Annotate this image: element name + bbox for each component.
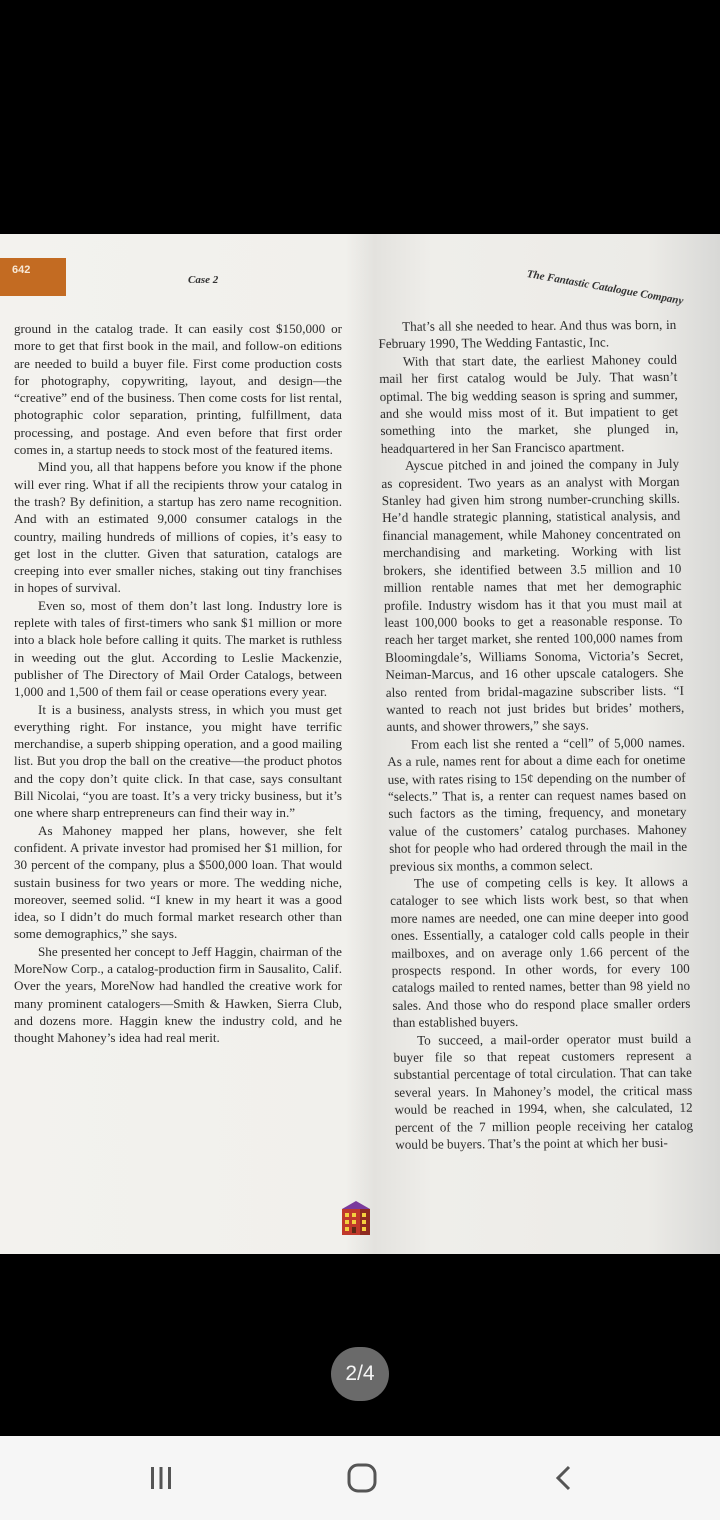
recent-apps-icon: [146, 1463, 176, 1493]
book-page-photo[interactable]: [0, 234, 720, 1254]
paragraph: The use of competing cells is key. It allows a cataloger to see which lists work best, so that when more names are needed, one can mine deeper into good ones. Essentially, a cataloger cold calls people in their mailboxes, and on average only 1.66 percent of the prospects respond. In other words, for every 100 catalogs mailed to rented names, better than 98 yield no sales. And those who do respond place smaller orders than established buyers.: [390, 873, 691, 1031]
paragraph: With that start date, the earliest Mahoney could mail her first catalog would be July. That wasn’t optimal. The big wedding season is spring and summer, and she would miss most of it. But impatient to get something into the market, she plunged in, headquartered in her San Francisco apartment.: [379, 351, 679, 456]
paragraph: As Mahoney mapped her plans, however, she felt confident. A private investor had promised her $1 million, for 30 percent of the company, plus a $500,000 loan. That would sustain business for two years or more. The wedding niche, moreover, seemed solid. “I knew in my heart it was a good idea, so I didn’t do much formal market research other than some demographics,” she says.: [14, 822, 342, 942]
paragraph: From each list she rented a “cell” of 5,000 names. As a rule, names rent for about a dime each for onetime use, with rates rising to 15¢ depending on the number of “selects.” That is, a renter can request names based on such factors as the timing, frequency, and monetary value of the customers’ catalog purchases. Mahoney shot for people who had ordered through the mail in the previous six months, a common select.: [387, 734, 688, 874]
back-button[interactable]: [534, 1450, 594, 1506]
paragraph: ground in the catalog trade. It can easily cost $150,000 or more to get that first book in the mail, and follow-on editions are needed to build a buyer file. First come production costs for photography, copywriting, layout, and design—the “creative” end of the business. Then come costs for list rental, photographic color separation, printing, fulfillment, data processing, and postage. And even before that first order comes in, a startup needs to stock most of the featured items.: [14, 321, 342, 458]
paragraph: Mind you, all that happens before you know if the phone will ever ring. What if all the recipients throw your catalog in the trash? By definition, a startup has zero name recognition. And with an estimated 9,000 consumer catalogs in the country, mailing hundreds of millions of copies, it’s easy to get lost in the clutter. Given that saturation, catalogs are creeping into ever smaller niches, staking out tiny franchises in hopes of survival.: [14, 459, 342, 596]
running-head-right: The Fantastic Catalogue Company: [525, 268, 685, 308]
running-head-left: Case 2: [188, 274, 219, 286]
paragraph: It is a business, analysts stress, in which you must get everything right. For instance, you might have terrific merchandise, a superb shipping operation, and a good mailing list. But you drop the ball on the creative—the product photos and the copy don’t quite click. In that case, says consultant Bill Nicolai, “you are toast. It’s a very tricky business, but it’s one where sharp entrepreneurs can find their way in.”: [14, 701, 342, 821]
paragraph: To succeed, a mail-order operator must build a buyer file so that repeat customers represent a substantial percentage of total circulation. That can take several years. In Mahoney’s model, the critical mass would be reached in 1994, when, she calculated, 12 percent of the 7 million people receiving her catalog would be buyers. That’s the point at which her busi-: [393, 1030, 694, 1152]
back-icon: [549, 1463, 579, 1493]
paragraph: Even so, most of them don’t last long. Industry lore is replete with tales of first-timers who sank $1 million or more into a black hole before calling it quits. The market is ruthless in weeding out the glut. According to Leslie Mackenzie, publisher of The Directory of Mail Order Catalogs, between 1,000 and 1,500 of them fail or cease operations every year.: [14, 597, 342, 700]
page-number-tab: [0, 258, 66, 296]
right-text-column: [378, 316, 694, 1153]
building-logo-icon: [338, 1199, 374, 1237]
page-number: 642: [12, 264, 31, 276]
home-button[interactable]: [332, 1450, 392, 1506]
system-navigation-bar: [0, 1436, 720, 1520]
paragraph: She presented her concept to Jeff Haggin, chairman of the MoreNow Corp., a catalog-production firm in Sausalito, Calif. Over the years, MoreNow had handled the creative work for many prominent catalogers—Smith & Hawken, Sierra Club, and dozens more. Haggin knew the industry cold, and he thought Mahoney’s idea had real merit.: [14, 943, 342, 1046]
paragraph: That’s all she needed to hear. And thus was born, in February 1990, The Wedding Fantastic, Inc.: [378, 316, 677, 352]
left-text-column: [14, 320, 342, 1046]
paragraph: Ayscue pitched in and joined the company in July as copresident. Two years as an analyst with Morgan Stanley had given him strong number-crunching skills. He’d handle strategic planning, statistical analysis, and financial management, while Mahoney concentrated on merchandising and marketing. Working with list brokers, she identified between 3.5 million and 10 million rentable names that met her demographic profile. Industry wisdom has it that you must mail at least 100,000 books to get a reasonable response. To reach her target market, she rented 100,000 names from Bloomingdale’s, Williams Sonoma, Victoria’s Secret, Neiman-Marcus, and 16 other upscale catalogers. She also rented from bridal-magazine subscriber lists. “I wanted to reach not just brides but brides’ mothers, aunts, and shower throwers,” she says.: [381, 456, 685, 735]
recent-apps-button[interactable]: [131, 1450, 191, 1506]
home-icon: [345, 1461, 379, 1495]
page-indicator-badge: 2/4: [331, 1347, 389, 1401]
